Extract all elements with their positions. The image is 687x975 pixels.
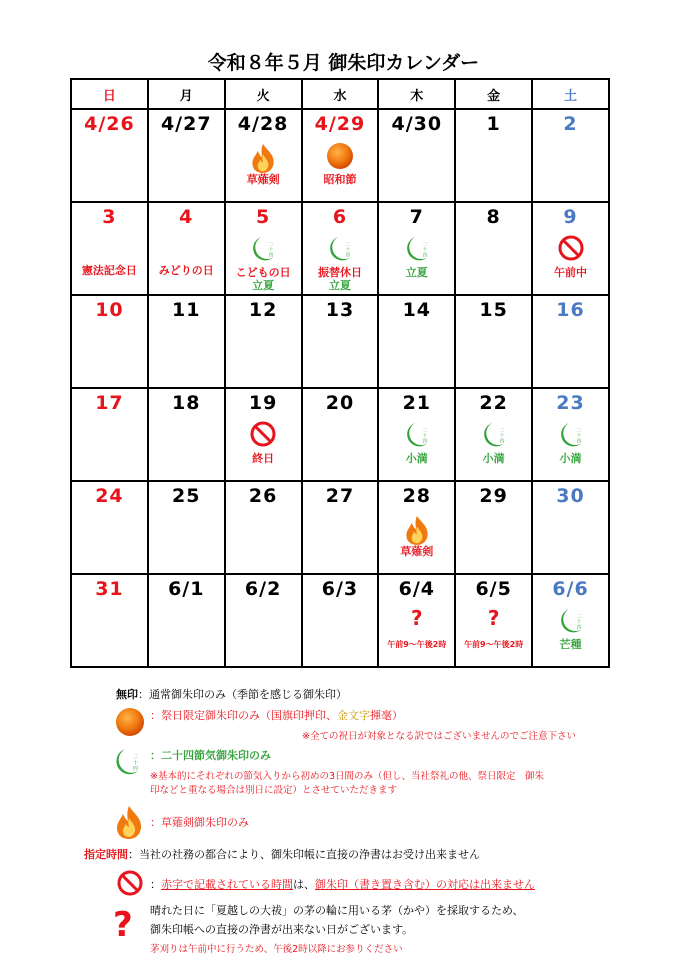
day-number: 19 [248,392,278,414]
day-event-label-2: 立夏 [252,279,275,292]
day-number: 20 [325,392,355,414]
calendar-day-cell [225,202,302,295]
day-number: 6/2 [244,578,282,600]
day-number: 13 [325,299,355,321]
legend-ban-icon [116,869,144,901]
legend-fire-icon [112,804,146,844]
svg-text:二: 二 [345,242,351,248]
calendar-day-cell [225,388,302,481]
calendar-week-row [71,202,609,295]
day-number: 14 [402,299,432,321]
calendar-grid [70,78,610,668]
svg-text:二: 二 [422,242,428,248]
calendar-day-cell [71,109,148,202]
day-number: 4/29 [314,113,366,135]
prohibited-icon [533,234,608,266]
day-number: 8 [486,206,501,228]
day-number: 30 [556,485,585,507]
moon-icon [533,606,608,638]
moon-icon [379,234,454,266]
svg-text:四: 四 [576,625,581,631]
day-number: 1 [486,113,501,135]
calendar-day-cell [532,481,609,574]
svg-text:二: 二 [133,754,139,760]
day-event-label: 小満 [405,452,428,465]
legend-moon-icon [112,746,142,782]
legend-sun-note: ※全ての祝日が対象となる訳ではございませんのでご注意下さい [302,731,576,742]
day-number: 21 [402,392,432,414]
day-number: 6/5 [475,578,512,600]
day-number: 18 [172,392,201,414]
calendar-day-cell [302,388,379,481]
day-number: 24 [95,485,124,507]
svg-text:四: 四 [576,439,581,445]
calendar-day-cell [225,109,302,202]
calendar-day-cell [378,202,455,295]
day-number: 26 [248,485,278,507]
day-event-label: 芒種 [559,638,582,651]
calendar-week-row [71,481,609,574]
legend-time [84,846,480,862]
calendar-day-cell [532,295,609,388]
legend-time-label: 指定時間 [84,848,128,861]
moon-icon [379,420,454,452]
legend-q-line1: 晴れた日に「夏越しの大祓」の茅の輪に用いる茅（かや）を採取するため、 [150,904,524,917]
calendar-day-cell [302,109,379,202]
day-event-label-2: 立夏 [328,279,351,292]
calendar-day-cell [455,202,532,295]
calendar-day-cell [455,109,532,202]
svg-text:十: 十 [345,247,351,253]
day-number: 2 [563,113,578,135]
svg-text:四: 四 [499,439,504,445]
svg-text:四: 四 [422,439,428,445]
moon-icon [456,420,531,452]
calendar-week-row [71,574,609,667]
svg-text:十: 十 [422,433,428,439]
day-number: 4/26 [84,113,135,135]
fire-icon [226,141,301,173]
day-event-label: みどりの日 [158,264,214,277]
legend-ban [150,876,535,892]
day-number: 11 [172,299,201,321]
legend-none-text: ：通常御朱印のみ（季節を感じる御朱印） [138,688,347,701]
legend-q-line2: 御朱印帳への直接の浄書が出来ない日がございます。 [150,923,414,936]
calendar-day-cell [225,481,302,574]
svg-text:十: 十 [133,760,139,766]
svg-text:十: 十 [576,619,581,625]
day-event-label: 草薙剣 [246,173,280,186]
svg-text:四: 四 [345,253,351,259]
day-number: 6/6 [552,578,589,600]
calendar-day-cell [148,295,225,388]
day-number: 6/4 [398,578,435,600]
weekday-tue: 火 [225,79,302,109]
day-number: 23 [556,392,585,414]
day-event-label: 終日 [252,452,275,465]
legend-ban-text-red2: 御朱印（書き置き含む）の対応は出来ません [315,878,535,891]
sun-icon [303,141,378,173]
day-number: 5 [255,206,271,228]
calendar-day-cell [302,295,379,388]
day-event-label: こどもの日 [235,266,291,279]
page-title: 令和８年５月 御朱印カレンダー [207,52,480,74]
day-number: 9 [563,206,578,228]
day-event-label: 立夏 [405,266,428,279]
calendar-day-cell [532,388,609,481]
calendar-day-cell [71,202,148,295]
legend-question-icon: ? [113,905,133,945]
legend-sun-text-gold: 金文字 [337,709,370,722]
svg-text:二: 二 [268,242,274,248]
calendar-day-cell [455,295,532,388]
day-number: 4/30 [391,113,443,135]
calendar-day-cell [225,574,302,667]
calendar-day-cell [455,481,532,574]
day-number: 25 [172,485,201,507]
svg-text:二: 二 [422,428,428,434]
calendar-day-cell [532,574,609,667]
calendar-day-cell [71,388,148,481]
legend-moon-text: ：二十四節気御朱印のみ [150,749,271,762]
day-event-label: 午前9〜午後2時 [464,640,524,649]
calendar-day-cell [302,481,379,574]
day-number: 3 [102,206,117,228]
weekday-thu: 木 [378,79,455,109]
legend-sun-text-b: 揮毫） [370,709,403,722]
day-event-label: 小満 [482,452,505,465]
day-number: 15 [479,299,508,321]
moon-icon [303,234,378,266]
svg-text:二: 二 [499,428,504,434]
day-number: 29 [479,485,508,507]
day-event-label: 草薙剣 [400,545,434,558]
calendar-day-cell [148,202,225,295]
legend-ban-text-b: は、 [293,878,315,891]
calendar-day-cell [378,109,455,202]
calendar-week-row [71,109,609,202]
calendar-day-cell [148,388,225,481]
calendar-day-cell [225,295,302,388]
svg-text:十: 十 [499,433,504,439]
legend-none-label: 無印 [116,688,138,701]
legend-sun-icon [114,706,146,742]
question-icon: ? [487,606,500,630]
weekday-fri: 金 [455,79,532,109]
svg-text:二: 二 [576,614,581,620]
weekday-sat: 土 [532,79,609,109]
day-number: 31 [95,578,124,600]
calendar-day-cell [148,109,225,202]
day-number: 7 [409,206,424,228]
day-event-label: 小満 [559,452,582,465]
day-number: 6 [332,206,348,228]
day-number: 16 [556,299,585,321]
calendar-day-cell [455,388,532,481]
day-number: 28 [402,485,432,507]
day-number: 6/3 [321,578,359,600]
day-number: 17 [95,392,124,414]
calendar-day-cell [378,295,455,388]
day-number: 12 [248,299,278,321]
calendar-day-cell [532,109,609,202]
day-number: 27 [325,485,355,507]
legend-moon-note-1: ※基本的にそれぞれの節気入りから初めの3日間のみ（但し、当社祭礼の他、祭日限定 御朱 [150,771,545,782]
calendar-day-cell [71,295,148,388]
legend-q-line3: 茅刈りは午前中に行うため、午後2時以降にお参りください [150,944,403,955]
svg-text:十: 十 [576,433,581,439]
svg-text:十: 十 [268,247,274,253]
day-event-label: 振替休日 [317,266,362,279]
day-event-label: 憲法記念日 [81,264,137,277]
calendar-day-cell [302,574,379,667]
legend-none [116,686,347,702]
calendar-week-row [71,388,609,481]
calendar-day-cell [378,388,455,481]
day-number: 22 [479,392,508,414]
svg-text:四: 四 [133,766,139,772]
calendar-day-cell [148,481,225,574]
day-event-label: 午前中 [554,266,588,279]
svg-text:四: 四 [268,253,274,259]
calendar-day-cell [532,202,609,295]
svg-text:十: 十 [422,247,428,253]
calendar-day-cell [455,574,532,667]
calendar-week-row [71,295,609,388]
prohibited-icon [226,420,301,452]
question-icon: ? [410,606,423,630]
legend-sun [150,707,403,723]
calendar-day-cell [71,481,148,574]
day-event-label: 昭和節 [323,173,357,186]
weekday-sun: 日 [71,79,148,109]
day-number: 6/1 [168,578,205,600]
legend-time-text: ：当社の社務の都合により、御朱印帳に直接の浄書はお受け出来ません [128,848,480,861]
legend-moon-note-2: 印などと重なる場合は別日に設定）とさせていただきます [150,785,398,796]
weekday-wed: 水 [302,79,379,109]
legend-sun-text-a: ：祭日限定御朱印のみ（国旗印押印、 [150,709,337,722]
weekday-mon: 月 [148,79,225,109]
weekday-header-row [71,79,609,109]
legend-fire-text: ：草薙剣御朱印のみ [150,816,249,829]
day-number: 4/27 [160,113,212,135]
svg-text:二: 二 [576,428,581,434]
calendar-day-cell [302,202,379,295]
legend-ban-text-red1: 赤字で記載されている時間 [161,878,293,891]
fire-icon [379,513,454,545]
calendar-day-cell [378,574,455,667]
legend-ban-text-a: ： [150,878,161,891]
moon-icon [533,420,608,452]
calendar-day-cell [148,574,225,667]
day-number: 4/28 [237,113,289,135]
calendar-day-cell [71,574,148,667]
svg-text:四: 四 [422,253,428,259]
calendar-day-cell [378,481,455,574]
moon-icon [226,234,301,266]
day-number: 4 [179,206,194,228]
day-number: 10 [95,299,124,321]
day-event-label: 午前9〜午後2時 [387,640,447,649]
